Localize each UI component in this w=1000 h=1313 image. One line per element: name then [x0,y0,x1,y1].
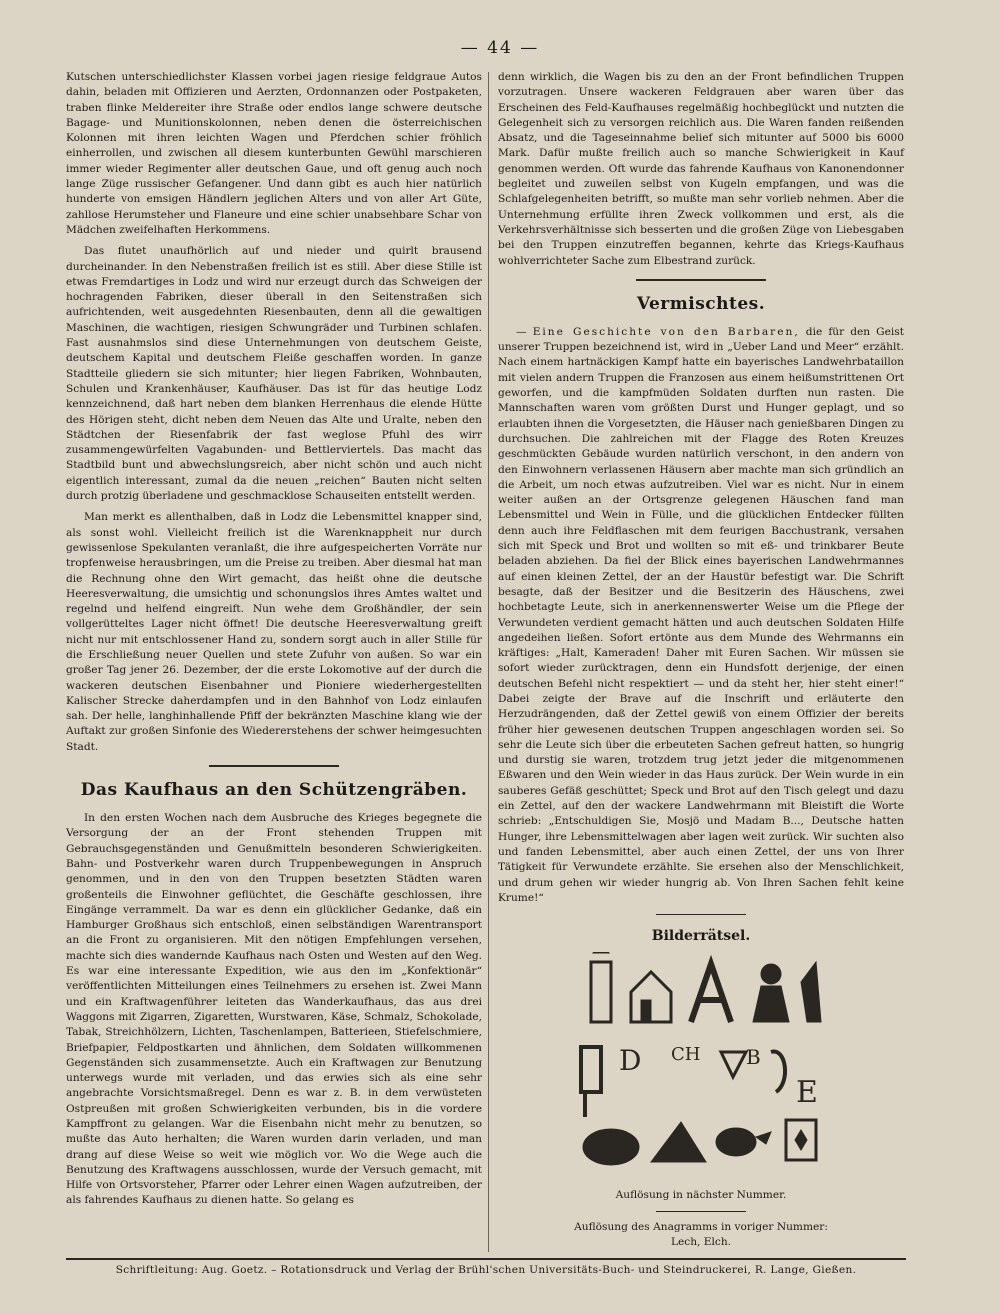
section-rule [656,914,746,915]
key-icon [581,1047,601,1117]
section-rule [636,279,766,281]
imprint: Schriftleitung: Aug. Goetz. – Rotationsdruck und Verlag der Brühl'schen Universitäts-Buch- und Steindruckerei, R. Lange, Gießen. [115,1264,857,1276]
section-title: Vermischtes. [636,293,766,314]
story-text: die für den Geist unserer Truppen bezeichnend ist, wird in „Ueber Land und Meer“ erzählt. Nach einem hartnäckigen Kampf hatte ein bayerisches Landwehrbataillon mit vielen andern Truppen die Franzosen aus einem heißumstrittenen Ort geworfen, und die kampfmüden Soldaten durften nun rasten. Die Mannschaften waren vom größten Durst und Hunger geplagt, und so erlaubten ihnen die Vorgesetzten, die Häuser nach genießbaren Dingen zu durchsuchen. Die zahlreichen mit der Flagge des Roten Kreuzes geschmückten Gebäude wurden natürlich verschont, in den andern von den Einwohnern verlassenen Häusern aber machte man sich gründlich an die Arbeit, um noch etwas aufzutreiben. Viel war es nicht. Nur in einem weiter außen an der Ortsgrenze gelegenen Häuschen fand man Lebensmittel und Wein in Fülle, und die glücklichen Entdecker füllten denn auch ihre Feldflaschen mit dem feurigen Bacchustrank, versahen sich mit Speck und Brot und wollten so mit eß- und trinkbarer Beute beladen abziehen. Da fiel der Blick eines bayerischen Landwehrmannes auf einen kleinen Zettel, der an der Haustür befestigt war. Die Schrift besagte, daß der Besitzer und die Besitzerin des Häuschens, zwei hochbetagte Leute, sich in anerkennenswerter Weise um die Pflege der Verwundeten verdient gemacht hätten und auch deutschen Soldaten Hilfe angedeihen ließen. Sofort ertönte aus dem Munde des Wehrmanns ein kräftiges: „Halt, Kameraden! Daher mit Euren Sachen. Wir müssen sie sofort wieder zurücktragen, denn ein Hundsfott derjenige, der einen deutschen Befehl nicht respektiert — und da steht her, hier steht einer!“ Dabei zeigte der Brave auf die Inschrift und erläuterte den Herzudrängenden, daß der Zettel gewiß von einem Offizier der bereits früher hier gewesenen deutschen Truppen angeschlagen worden sei. So sehr die Leute sich über die erbeuteten Sachen gefreut hatten, so hungrig und durstig sie waren, trotzdem trug jetzt jeder die mitgenommenen Eßwaren und den Wein wieder in das Haus zurück. Der Wein wurde in ein sauberes Gefäß geschüttet; Speck und Brot auf den Tisch gelegt und dazu ein Zettel, auf den der wackere Landwehrmann mit Bleistift die Worte schrieb: „Entschuldigen Sie, Mosjö und Madam B..., Deutsche hatten Hunger, ihre Lebensmittelwagen aber lagen weit zurück. Wir suchten also und fanden Lebensmittel, aber auch einen Zettel, der uns von Ihrer Tätigkeit für Verwundete erzählte. Sie ersehen also der Menschlichkeit, und drum gehen wir wieder hungrig ab. Von Ihren Sachen fehlt keine Krume!“ [498,325,904,904]
letter-a-icon [691,964,731,1022]
rebus-letter: E [796,1075,818,1111]
section-rule [656,1211,746,1212]
section-rule [209,765,339,767]
page-number: — 44 — [460,38,540,58]
paragraph: Man merkt es allenthalben, daß in Lodz die Lebensmittel knapper sind, als sonst wohl. Vielleicht freilich ist die Warenknappheit nur durch gewissenlose Spekulanten veranlaßt, die ihre aufgespeicherten Vorräte nur tropfenweise herausbringen, um die Preise zu treiben. Aber diesmal hat man die Rechnung ohne den Wirt gemacht, das heißt ohne die deutsche Heeresverwaltung, die umsichtig und schonungslos ihres Amtes waltet und regelnd und helfend eingreift. Nun wehe dem Großhändler, der sein vollgerütteltes Lager nicht öffnet! Die deutsche Heeresverwaltung greift nicht nur mit entschlossener Hand zu, sondern sorgt auch in aller Stille für die Erschließung neuer Quellen und stete Zufuhr von außen. So war ein großer Tag jener 26. Dezember, der die erste Lokomotive auf der durch die wackeren deutschen Eisenbahner und Pioniere wiederhergestellten Kalischer Strecke daherdampfen und in den Bahnhof von Lodz einlaufen sah. Der helle, langhinhallende Pfiff der bekränzten Maschine klang wie der Auftakt zur großen Sinfonie des Wiedererstehens der schwer heimgesuchten Stadt. [66,511,482,753]
church-icon [591,952,611,1022]
column-divider [488,72,489,1252]
bird-icon [716,1128,756,1156]
rebus-letter: B [746,1045,761,1070]
puzzle-title: Bilderrätsel. [651,928,751,945]
right-column [498,70,904,1250]
paragraph: In den ersten Wochen nach dem Ausbruche des Krieges begegnete die Versorgung der an der Front stehenden Truppen mit Gebrauchsgegenständen und Genußmitteln besonderen Schwierigkeiten. Bahn- und Postverkehr waren durch Truppenbewegungen in Anspruch genommen, und in den von den Truppen besetzten Städten waren großenteils die Einwohner geflüchtet, die Geschäfte geschlossen, ihre Eingänge verrammelt. Da war es denn ein glücklicher Gedanke, daß ein Hamburger Großhaus sich entschloß, einen selbständigen Warentransport an die Front zu organisieren. Mit den nötigen Empfehlungen versehen, machte sich dies wandernde Kaufhaus nach Osten und Westen auf den Weg. Es war eine interessante Expedition, wie aus den im „Konfektionär“ veröffentlichten Mitteilungen eines Teilnehmers zu ersehen ist. Zwei Mann und ein Kraftwagenführer leiteten das Wanderkaufhaus, das aus drei Waggons mit Zigarren, Zigaretten, Wurstwaren, Käse, Schmalz, Schokolade, Tabak, Streichhölzern, Lichten, Taschenlampen, Batterieen, Stiefelschmiere, Briefpapier, Feldpostkarten und ähnlichen, dem Soldaten willkommenen Gegenständen sich zusammensetzte. Auch ein Kraftwagen zur Benutzung unterwegs wurde mit verladen, und das erwies sich als eine sehr angebrachte Vorsichtsmaßregel. Denn es war z. B. in dem verwüsteten Ostpreußen mit großen Schwierigkeiten verbunden, bis in die vordere Kampffront zu gelangen. War die Eisenbahn nicht mehr zu benutzen, so mußte das Auto herhalten; die Waren wurden darin verladen, und man drang auf diese Weise so weit wie möglich vor. Wo die Wege auch die Benutzung des Kraftwagens ausschlossen, wurde der Versuch gemacht, mit Hilfe von Ortsvorsteher, Pfarrer oder Lehrer einen Wagen aufzutreiben, der als fahrendes Kaufhaus zu dienen hatte. So gelang es [66,812,482,1207]
puzzle-note: Auflösung in nächster Nummer. [615,1189,787,1202]
footer-rule [66,1258,906,1260]
left-column [66,70,482,1215]
paragraph: Kutschen unterschiedlichster Klassen vorbei jagen riesige feldgraue Autos dahin, beladen mit Offizieren und Aerzten, Ordonnanzen oder Postpaketen, traben flinke Meldereiter ihre Straße oder endlos lange schwere deutsche Bagage- und Munitionskolonnen, neben denen die österreichischen Kolonnen mit ihren leichten Wagen und Pferdchen schier fröhlich einherrollen, und zwischen all diesem kunterbunten Gewühl marschieren immer wieder Regimenter aller deutschen Gaue, und oft genug auch noch lange Züge russischer Gefangener. Und dann gibt es auch hier natürlich hunderte von emsigen Händlern jeglichen Alters und von aller Art Güte, zahllose Herumsteher und Flaneure und eine schier unabsehbare Schar von Mädchen zweifelhaften Herkommens. [66,71,482,236]
rebus-letter: D [619,1044,642,1078]
rebus-letter: CH [671,1044,701,1066]
paragraph: Das flutet unaufhörlich auf und nieder und quirlt brausend durcheinander. In den Nebenstraßen freilich ist es still. Aber diese Stille ist etwas Fremdartiges in Lodz und wird nur erzeugt durch das Schweigen der hochragenden Fabriken, dieser überall in den Seitenstraßen sich aufrichtenden, weit ausgedehnten Riesenbauten, denn all die gewaltigen Maschinen, die wachtigen, riesigen Schwungräder und Turbinen schlafen. Fast ausnahmslos sind diese Unternehmungen von deutschem Geiste, deutschem Kapital und deutschem Fleiße geschaffen worden. In ganze Stadtteile gliedern sie sich mitunter; hier liegen Fabriken, Wohnbauten, Schulen und Krankenhäuser, Kaufhäuser. Das ist für das heutige Lodz kennzeichnend, daß hart neben dem blanken Herrenhaus die elende Hütte des Hörigen steht, dicht neben dem Neuen das Alte und Uralte, neben den Städtchen der Riesenfabrik der fast weglose Pfuhl des wirr zusammengewürfelten Vagabunden- und Bettlerviertels. Das macht das Stadtbild bunt und abwechslungsreich, aber nicht schön und auch nicht eigentlich interessant, zumal da die neuen „reichen“ Bauten nicht selten durch protzig überladene und geschmacklose Schauseiten entstellt werden. [66,245,482,503]
picture-puzzle [571,952,831,1182]
article-title: Das Kaufhaus an den Schützengräben. [80,780,468,801]
anagram-heading: Auflösung des Anagramms in voriger Nummer: [574,1221,828,1234]
story-paragraph: — Eine Geschichte von den Barbaren, die für den Geist unserer Truppen bezeichnend ist, wird in „Ueber Land und Meer“ erzählt. Nach einem hartnäckigen Kampf hatte ein bayerisches Landwehrbataillon mit vielen andern Truppen die Franzosen aus einem heißumstrittenen Ort geworfen, und die kampfmüden Soldaten durften nun rasten. Die Mannschaften waren vom größten Durst und Hunger geplagt, und so erlaubten ihnen die Vorgesetzten, die Häuser nach genießbaren Dingen zu durchsuchen. Die zahlreichen mit der Flagge des Roten Kreuzes geschmückten Gebäude wurden natürlich verschont, in den andern von den Einwohnern verlassenen Häusern aber machte man sich gründlich an die Arbeit, um noch etwas aufzutreiben. Viel war es nicht. Nur in einem weiter außen an der Ortsgrenze gelegenen Häuschen fand man Lebensmittel und Wein in Fülle, und die glücklichen Entdecker füllten denn auch ihre Feldflaschen mit dem feurigen Bacchustrank, versahen sich mit Speck und Brot und wollten so mit eß- und trinkbarer Beute beladen abziehen. Da fiel der Blick eines bayerischen Landwehrmannes auf einen kleinen Zettel, der an der Haustür befestigt war. Die Schrift besagte, daß der Besitzer und die Besitzerin des Häuschens, zwei hochbetagte Leute, sich in anerkennenswerter Weise um die Pflege der Verwundeten verdient gemacht hätten und auch deutschen Soldaten Hilfe angedeihen ließen. Sofort ertönte aus dem Munde des Wehrmanns ein kräftiges: „Halt, Kameraden! Daher mit Euren Sachen. Wir müssen sie sofort wieder zurücktragen, denn ein Hundsfott derjenige, der einen deutschen Befehl nicht respektiert — und da steht her, hier steht einer!“ Dabei zeigte der Brave auf die Inschrift und erläuterte den Herzudrängenden, daß der Zettel gewiß von einem Offizier der bereits früher hier gewesenen deutschen Truppen angeschlagen worden sei. So sehr die Leute sich über die erbeuteten Sachen gefreut hatten, so hungrig und durstig sie waren, trotzdem trug jetzt jeder die mitgenommenen Eßwaren und den Wein wieder in das Haus zurück. Der Wein wurde in ein sauberes Gefäß geschüttet; Speck und Brot auf den Tisch gelegt und dazu ein Zettel, auf den der wackere Landwehrmann mit Bleistift die Worte schrieb: „Entschuldigen Sie, Mosjö und Madam B..., Deutsche hatten Hunger, ihre Lebensmittelwagen aber lagen weit zurück. Wir suchten also und fanden Lebensmittel, aber auch einen Zettel, der uns von Ihrer Tätigkeit für Verwundete erzählte. Sie ersehen also der Menschlichkeit, und drum gehen wir wieder hungrig ab. Von Ihren Sachen fehlt keine Krume!“ [498,325,904,904]
rebus-illustration [571,952,831,1182]
anagram-answer: Lech, Elch. [670,1236,732,1249]
paragraph: denn wirklich, die Wagen bis zu den an der Front befindlichen Truppen vorzutragen. Unsere wackeren Feldgrauen aber waren über das Erscheinen des Feld-Kaufhauses regelmäßig hochbeglückt und nutzten die Gelegenheit sich zu versorgen reichlich aus. Die Waren fanden reißenden Absatz, und die Tageseinnahme belief sich mitunter auf 5000 bis 6000 Mark. Dafür mußte freilich auch so manche Schwierigkeit in Kauf genommen werden. Oft wurde das fahrende Kaufhaus von Kanonendonner begleitet und zuweilen selbst von Kugeln empfangen, und was die Schlafgelegenheiten betrifft, so mußte man sehr vorlieb nehmen. Aber die Unternehmung erfüllte ihren Zweck vollkommen und erst, als die Verkehrsverhältnisse sich besserten und die großen Züge von Liebesgaben bei den Truppen einzutreffen begannen, kehrte das Kriegs-Kaufhaus wohlverrichteter Sache zum Elbestrand zurück. [498,71,904,267]
story-lead: Eine Geschichte von den Barbaren, [532,325,800,338]
figure-icon [761,964,781,984]
animal-icon [583,1129,639,1165]
